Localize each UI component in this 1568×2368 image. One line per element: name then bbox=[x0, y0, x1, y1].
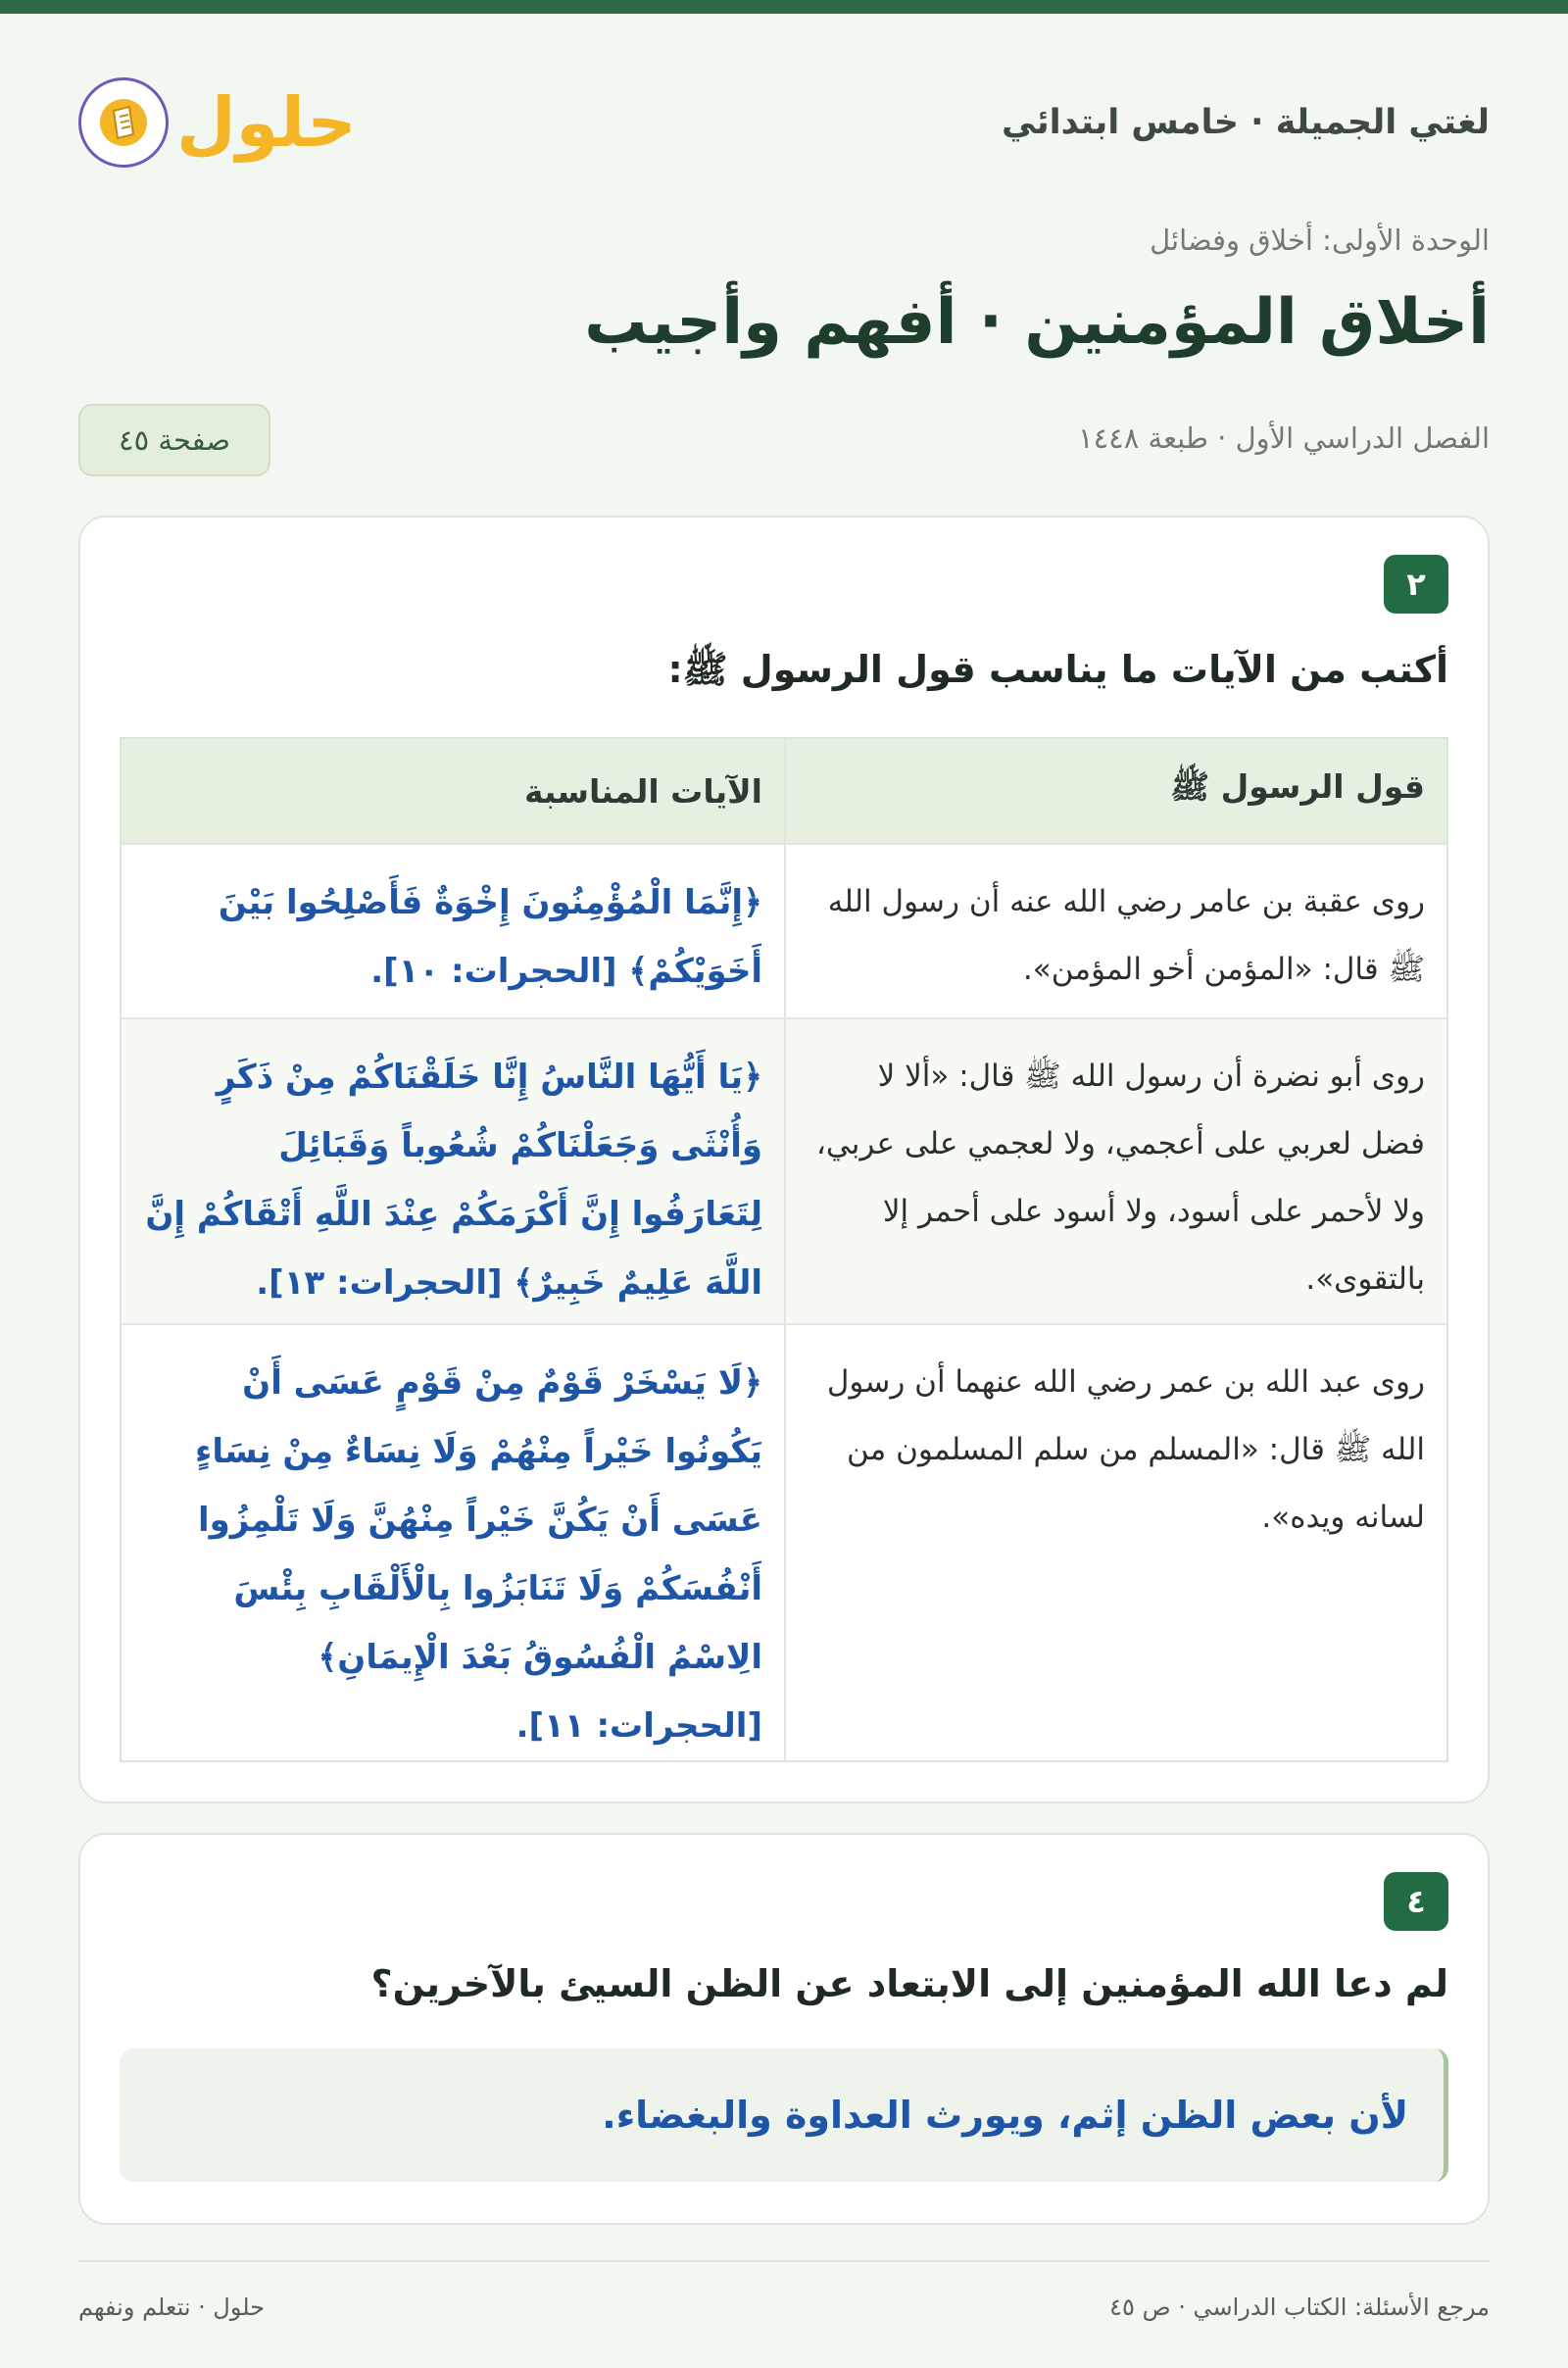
footer-brand: حلول · نتعلم ونفهم bbox=[78, 2294, 265, 2321]
verse-cell: ﴿إِنَّمَا الْمُؤْمِنُونَ إِخْوَةٌ فَأَصْلِحُوا بَيْنَ أَخَوَيْكُمْ﴾ [الحجرات: ١٠]. bbox=[218, 883, 762, 991]
footer-divider bbox=[78, 2260, 1490, 2262]
hadith-cell: روى أبو نضرة أن رسول الله ﷺ قال: «ألا لا فضل لعربي على أعجمي، ولا لعجمي على عربي، ولا لأحمر على أسود، ولا أسود على أحمر إلا بالتقوى». bbox=[784, 1019, 1446, 1323]
question-2-card bbox=[78, 516, 1490, 1803]
footer-reference: مرجع الأسئلة: الكتاب الدراسي · ص ٤٥ bbox=[1109, 2294, 1490, 2321]
book-pages-icon bbox=[78, 77, 169, 168]
hadith-cell: روى عقبة بن عامر رضي الله عنه أن رسول الله ﷺ قال: «المؤمن أخو المؤمن». bbox=[784, 845, 1446, 1017]
unit-label: الوحدة الأولى: أخلاق وفضائل bbox=[1150, 223, 1490, 257]
question-number-badge: ٤ bbox=[1384, 1872, 1448, 1931]
verse-cell: ﴿يَا أَيُّهَا النَّاسُ إِنَّا خَلَقْنَاكُمْ مِنْ ذَكَرٍ وَأُنْثَى وَجَعَلْنَاكُمْ شُعُوباً وَقَبَائِلَ لِتَعَارَفُوا إِنَّ أَكْرَمَكُمْ عِنْدَ اللَّهِ أَتْقَاكُمْ إِنَّ اللَّهَ عَلِيمٌ خَبِيرٌ﴾ [الحجرات: ١٣]. bbox=[145, 1058, 762, 1303]
column-header-hadith: قول الرسول ﷺ bbox=[784, 739, 1446, 843]
question-text: أكتب من الآيات ما يناسب قول الرسول ﷺ: bbox=[667, 648, 1448, 691]
column-header-verses: الآيات المناسبة bbox=[524, 771, 762, 811]
hadith-verse-table bbox=[120, 737, 1448, 1762]
question-text: لم دعا الله المؤمنين إلى الابتعاد عن الظن السيئ بالآخرين؟ bbox=[370, 1962, 1448, 2005]
site-logo[interactable] bbox=[78, 77, 357, 168]
table-row bbox=[122, 843, 1446, 1017]
page-header bbox=[78, 59, 1490, 186]
answer-box: لأن بعض الظن إثم، ويورث العداوة والبغضاء. bbox=[120, 2048, 1448, 2182]
table-row bbox=[122, 1323, 1446, 1760]
book-title: لغتي الجميلة · خامس ابتدائي bbox=[1002, 103, 1490, 142]
question-number-badge: ٢ bbox=[1384, 555, 1448, 614]
hadith-cell: روى عبد الله بن عمر رضي الله عنهما أن رسول الله ﷺ قال: «المسلم من سلم المسلمون من لسانه ويده». bbox=[784, 1325, 1446, 1760]
page-number-badge: صفحة ٤٥ bbox=[78, 404, 270, 476]
top-accent-strip bbox=[0, 0, 1568, 14]
logo-wordmark: حلول bbox=[176, 82, 357, 163]
verse-cell: ﴿لَا يَسْخَرْ قَوْمٌ مِنْ قَوْمٍ عَسَى أَنْ يَكُونُوا خَيْراً مِنْهُمْ وَلَا نِسَاءٌ مِنْ نِسَاءٍ عَسَى أَنْ يَكُنَّ خَيْراً مِنْهُنَّ وَلَا تَلْمِزُوا أَنْفُسَكُمْ وَلَا تَنَابَزُوا بِالْأَلْقَابِ بِئْسَ الِاسْمُ الْفُسُوقُ بَعْدَ الْإِيمَانِ﴾ [الحجرات: ١١]. bbox=[195, 1363, 762, 1746]
table-header-row bbox=[122, 739, 1446, 843]
question-4-card bbox=[78, 1833, 1490, 2225]
table-row bbox=[122, 1017, 1446, 1323]
page-title: أخلاق المؤمنين · أفهم وأجيب bbox=[584, 286, 1490, 359]
semester-label: الفصل الدراسي الأول · طبعة ١٤٤٨ bbox=[1078, 421, 1490, 455]
